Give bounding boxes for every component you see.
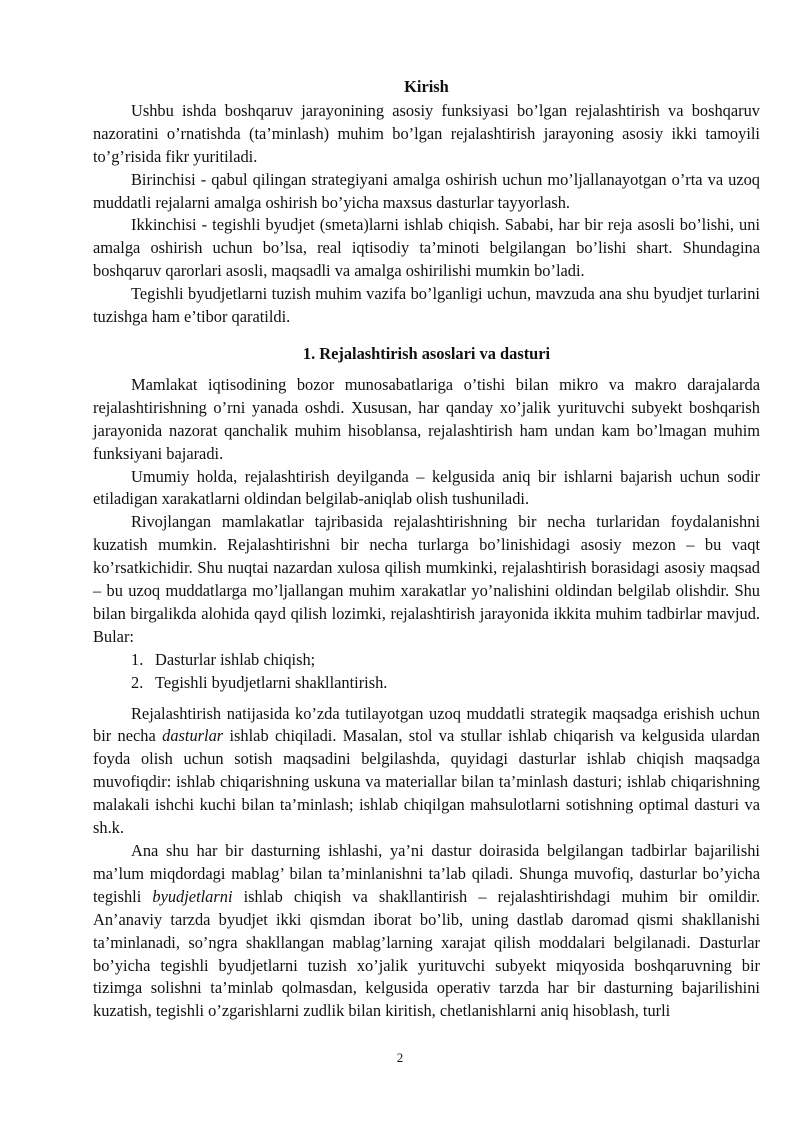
list-item-text: Dasturlar ishlab chiqish; xyxy=(155,649,316,669)
document-page xyxy=(93,76,760,1023)
budgets-text-after: ishlab chiqish va shakllantirish – rejalashtirishdagi muhim bir omildir. An’anaviy tarzda byudjet ikki qismdan iborat bo’lib, uning dastlab daromad qismi shakllanishi ta’minlanadi, so’ngra shakllangan mablag’larning xarajat qilish moddalari belgilanadi. Dasturlar bo’yicha tegishli byudjetlarni tuzish xo’jalik yurituvchi subyekt miqyosida boshqaruvning bir tizimga solishni ta’minlab qolmasdan, kelgusida operativ tarzda har bir dasturning bajarilishini kuzatish, tegishli o’zgarishlarni zudlik bilan kiritish, chetlanishlarni aniq hisoblash, turli xyxy=(93,886,760,1021)
numbered-list xyxy=(93,649,760,695)
budgets-text-before: Ana shu har bir dasturning ishlashi, ya’ni dastur doirasida belgilangan tadbirlar bajarilishi ma’lum miqdordagi mablag’ bilan ta’minlanishni ta’lab qiladi. Shunga muvofiq, dasturlar bo’yicha tegishli xyxy=(93,841,760,906)
list-item-number: 1. xyxy=(131,649,144,669)
body-paragraph: Rivojlangan mamlakatlar tajribasida rejalashtirishning bir necha turlaridan foydalanishni kuzatish mumkin. Rejalashtirishni bir necha turlarga bo’linishidagi asosiy mezon – bu vaqt ko’rsatkichidir. Shu nuqtai nazardan xulosa qilish mumkinki, rejalashtirish borasidagi asosiy maqsad – bu uzoq muddatlarga mo’ljallangan muhim xarakatlar yo’nalishini oldindan belgilab olishdir. Shu bilan birgalikda alohida qayd qilish lozimki, rejalashtirish jarayonida ikkita muhim tadbirlar mavjud. Bular: xyxy=(93,512,760,646)
budgets-paragraph xyxy=(93,840,760,1023)
page-title: Kirish xyxy=(404,77,449,96)
list-item-text: Tegishli byudjetlarni shakllantirish. xyxy=(155,672,388,692)
list-item xyxy=(93,672,760,695)
body-paragraph: Mamlakat iqtisodining bozor munosabatlariga o’tishi bilan mikro va makro darajalarda rejalashtirishning o’rni yanada oshdi. Xususan, har qanday xo’jalik yurituvchi subyekt boshqarish jarayonida nazorat qanchalik muhim hisoblansa, rejalashtirish ham undan kam bo’lmagan muhim funksiyani bajaradi. xyxy=(93,374,760,463)
intro-paragraph: Ikkinchisi - tegishli byudjet (smeta)larni ishlab chiqish. Sababi, har bir reja asosli bo’lishi, uni amalga oshirish uchun bo’lsa, real iqtisodiy ta’minoti belgilangan bo’lishi shart. Shundagina boshqaruv qarorlari asosli, maqsadli va amalga oshirilishi mumkin bo’ladi. xyxy=(93,215,760,281)
section-heading: 1. Rejalashtirish asoslari va dasturi xyxy=(302,343,551,363)
intro-paragraph: Ushbu ishda boshqaruv jarayonining asosiy funksiyasi bo’lgan rejalashtirish va boshqaruv nazoratini o’rnatishda (ta’minlash) muhim bo’lgan rejalashtirish jarayoning asosiy ikki tamoyili to’g’risida fikr yuritiladi. xyxy=(93,100,760,166)
budgets-emphasis: byudjetlarni xyxy=(152,886,233,906)
intro-paragraph: Tegishli byudjetlarni tuzish muhim vazifa bo’lganligi uchun, mavzuda ana shu byudjet turlarini tuzishga ham e’tibor qaratildi. xyxy=(93,284,760,327)
programs-text-before: Rejalashtirish natijasida ko’zda tutilayotgan uzoq muddatli strategik maqsadga erishish uchun bir necha xyxy=(93,703,760,746)
programs-text-after: ishlab chiqiladi. Masalan, stol va stullar ishlab chiqarish va kelgusida ulardan foyda olish uchun sotish maqsadini belgilashda, quyidagi dasturlar ishlab chiqish maqsadga muvofiqdir: ishlab chiqarishning uskuna va materiallar bilan ta’minlash dasturi; ishlab chiqarishning malakali ishchi kuchi bilan ta’minlash; ishlab chiqilgan mahsulotlarni sotishning optimal dasturi va sh.k. xyxy=(93,726,760,838)
body-paragraph: Umumiy holda, rejalashtirish deyilganda – kelgusida aniq bir ishlarni bajarish uchun sodir etiladigan xarakatlarni oldindan belgilab-aniqlab olish tushuniladi. xyxy=(93,466,760,509)
list-item-number: 2. xyxy=(131,672,144,692)
programs-paragraph xyxy=(93,703,760,840)
page-number: 2 xyxy=(396,1050,404,1065)
list-item xyxy=(93,649,760,672)
intro-paragraph: Birinchisi - qabul qilingan strategiyani amalga oshirish uchun mo’ljallanayotgan o’rta va uzoq muddatli rejalarni amalga oshirish bo’yicha maxsus dasturlar tayyorlash. xyxy=(93,169,760,212)
programs-emphasis: dasturlar xyxy=(162,726,224,746)
